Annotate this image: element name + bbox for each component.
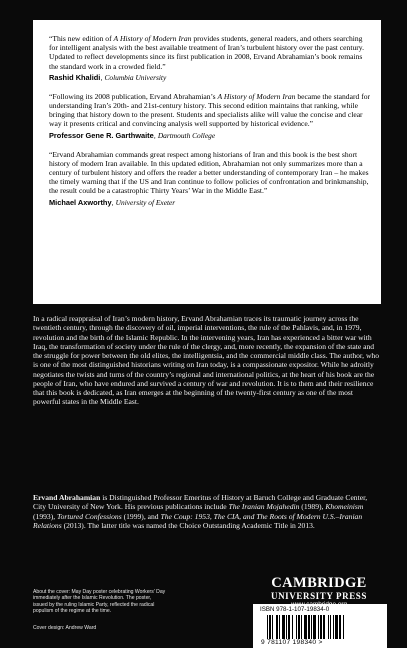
reviews-panel [33, 20, 381, 304]
review-garthwaite [49, 92, 371, 140]
review-quote: “Ervand Abrahamian commands great respect among historians of Iran and this book is the best short history of modern Iran available. In this updated edition, Abrahamian not only summarizes more than a century of turbulent history and offers the reader a better understanding of contemporary Iran – he makes the timely warning that if the US and Iran continue to follow policies of confrontation and brinkmanship, the result could be a catastrophic Thirty Years’ War in the Middle East.” [49, 149, 369, 196]
isbn-label: ISBN 978-1-107-19834-0 [260, 606, 330, 613]
reviewer-credit: Michael Axworthy, University of Exeter [49, 197, 176, 207]
barcode-panel [253, 604, 387, 648]
about-the-cover: About the cover: May Day poster celebrating Workers’ Day immediately after the Islamic Revolution. The poster, issued by the ruling Islamic Party, reflected the radical populism of the regime at the time. [33, 589, 166, 614]
barcode-icon [267, 615, 371, 639]
reviewer-credit: Rashid Khalidi, Columbia University [49, 72, 167, 82]
publisher-name-line2: UNIVERSITY PRESS [270, 591, 368, 601]
cover-design-credit: Cover design: Andrew Ward [33, 625, 97, 631]
review-quote: “This new edition of A History of Modern Iran provides students, general readers, and others searching for intelligent analysis with the best available treatment of Iran’s turbulent history over the past century. Updated to reflect developments since its first publication in 2008, Ervand Abrahamian’s book remains the standard work in a crowded field.” [49, 34, 364, 71]
publisher-name-line1: CAMBRIDGE [271, 575, 367, 591]
book-description [33, 314, 381, 417]
author-name: Ervand Abrahamian [33, 493, 101, 502]
description-paragraph: In a radical reappraisal of Iran’s modern history, Ervand Abrahamian traces its traumatic journey across the twentieth century, through the discovery of oil, imperial interventions, the rule of the Pahlavis, and, in 1979, revolution and the birth of the Islamic Republic. In the intervening years, Iran has experienced a bitter war with Iraq, the transformation of society under the rule of the clergy, and, more recently, the expansion of the state and the struggle for power between the old elites, the intelligentsia, and the commercial middle class. The author, who is one of the most distinguished historians writing on Iran today, is a compassionate expositor. While he adroitly negotiates the twists and turns of the country’s regional and international politics, at the heart of his book are the people of Iran, who have endured and survived a century of war and revolution. It is to them and their resilience that this book is dedicated, as Iran emerges at the beginning of the twenty-first century as one of the most powerful states in the Middle East. [33, 314, 380, 407]
review-khalidi [49, 34, 371, 82]
barcode-digits: 9 781107 198340 > [261, 639, 323, 646]
review-quote: “Following its 2008 publication, Ervand Abrahamian’s A History of Modern Iran became the standard for understanding Iran’s 20th- and 21st-century history. This second edition maintains that ranking, while bringing that history down to the present. Students and specialists alike will value the concise and clear way it presents critical and convincing analysis well supported by historical evidence.” [49, 91, 371, 129]
author-bio: Ervand Abrahamian is Distinguished Professor Emeritus of History at Baruch College and Graduate Center, City University of New York. His previous publications include The Iranian Mojahedin (1989), Khomeinism (1993), Tortured Confessions (1999), and The Coup: 1953, The CIA, and The Roots of Modern U.S.–Iranian Relations (2013). The latter title was named the Choice Outstanding Academic Title in 2013. [33, 493, 368, 530]
reviewer-credit: Professor Gene R. Garthwaite, Dartmouth College [49, 130, 216, 140]
review-axworthy [49, 150, 371, 207]
